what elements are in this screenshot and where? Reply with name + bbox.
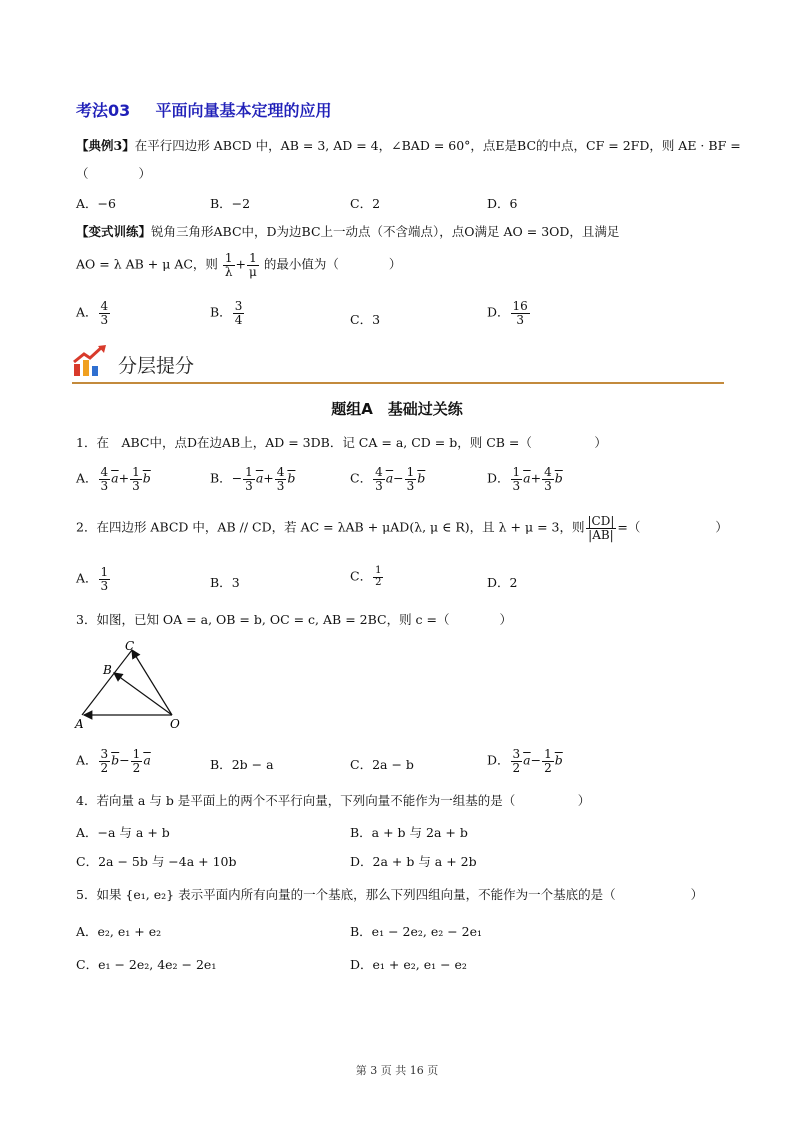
q1-stem: 1．在 ABC中，点D在边AB上，AD = 3DB．记 CA = a, CD = b，则 CB =（ ） (76, 435, 607, 450)
variant-option-c: C．3 (350, 312, 381, 327)
variant-line-2: AO = λ AB + μ AC，则 $\frac{1}{\lambda}$ + $\frac{1}{\mu}$ 的最小值为（ ） (76, 251, 402, 279)
q1-option-b: B．− $\frac{1}{3}$ $\overline{a}+$ $\frac{4}{3}$ $\overline{b}$ (210, 465, 296, 493)
variant-option-b: B． $\frac{3}{4}$ (210, 299, 243, 327)
q4-option-c: C．2a − 5b 与 −4a + 10b (76, 854, 237, 869)
segment-ac (82, 650, 132, 715)
q5-option-c: C．e₁ − 2e₂, 4e₂ − 2e₁ (76, 957, 217, 972)
example-text: 在平行四边形 ABCD 中，AB = 3, AD = 4，∠BAD = 60°，点E是BC的中点， (134, 138, 587, 153)
q2-option-a: A． $\frac{1}{3}$ (76, 565, 109, 593)
example-option-a: A．−6 (76, 196, 116, 211)
q4-option-d: D．2a + b 与 a + 2b (350, 854, 477, 869)
variant-frac-lambda: $\frac{1}{\lambda}$ (224, 251, 233, 279)
vector-ob (114, 673, 172, 715)
q3-option-d: D． $\frac{3}{2}$ $\overline{a}-$ $\frac{1}{2}$ $\overline{b}$ (487, 747, 563, 775)
q4-option-a: A．−a 与 a + b (76, 825, 170, 840)
q2-option-c: C． $\frac{1}{2}$ (350, 565, 382, 588)
q3-option-c: C．2a − b (350, 757, 414, 772)
q5-option-d: D．e₁ + e₂, e₁ − e₂ (350, 957, 467, 972)
example-option-d: D．6 (487, 196, 518, 211)
q1-option-d: D． $\frac{1}{3}$ $\overline{a}+$ $\frac{4}{3}$ $\overline{b}$ (487, 465, 563, 493)
q2-option-d: D．2 (487, 575, 518, 590)
variant-text: 锐角三角形ABC中，D为边BC上一动点（不含端点），点O满足 AO = 3OD，且满足 (151, 224, 620, 239)
variant-option-d: D． $\frac{16}{3}$ (487, 299, 528, 327)
q3-option-b: B．2b − a (210, 757, 274, 772)
growth-chart-icon (72, 344, 108, 378)
variant-option-a: A． $\frac{4}{3}$ (76, 299, 109, 327)
q4-stem: 4．若向量 a 与 b 是平面上的两个不平行向量，下列向量不能作为一组基的是（ ） (76, 793, 591, 808)
q1-option-a: A． $\frac{4}{3}$ $\overline{a}+$ $\frac{1}{3}$ $\overline{b}$ (76, 465, 151, 493)
label-o: O (170, 717, 180, 731)
q3-figure (72, 640, 192, 735)
banner-rule (72, 382, 724, 384)
q2-ratio-frac: $\frac{|CD|}{|AB|}$ (587, 514, 615, 542)
variant-frac-mu: $\frac{1}{\mu}$ (249, 251, 257, 279)
label-a: A (75, 717, 84, 731)
example-option-b: B．−2 (210, 196, 251, 211)
vector-oc (132, 650, 172, 715)
q2-stem: 2．在四边形 ABCD 中，AB // CD，若 AC = λAB + μAD(λ, μ ∈ R)，且 λ + μ = 3，则 $\frac{|CD|}{|AB|}$ =（ ） (76, 514, 728, 542)
q5-stem: 5．如果 {e₁, e₂} 表示平面内所有向量的一个基底，那么下列四组向量，不能作为一个基底的是（ ） (76, 887, 704, 902)
example-option-c: C．2 (350, 196, 381, 211)
label-c: C (125, 640, 135, 653)
q3-stem: 3．如图，已知 OA = a, OB = b, OC = c, AB = 2BC，则 c =（ ） (76, 612, 512, 627)
section-heading (76, 98, 331, 121)
variant-tag: 【变式训练】 (76, 224, 152, 239)
variant-ask: 的最小值为（ ） (263, 256, 402, 272)
group-title: 题组A 基础过关练 (331, 400, 463, 418)
q5-option-b: B．e₁ − 2e₂, e₂ − 2e₁ (350, 924, 483, 939)
q3-option-a: A． $\frac{3}{2}$ $\overline{b}-$ $\frac{1}{2}$ $\overline{a}$ (76, 747, 151, 775)
q2-option-b: B．3 (210, 575, 240, 590)
q4-option-b: B．a + b 与 2a + b (350, 825, 468, 840)
q5-option-a: A．e₂, e₁ + e₂ (76, 924, 162, 939)
example-3 (76, 136, 741, 154)
page-footer: 第 3 页 共 16 页 (355, 1064, 439, 1077)
q1-option-c: C． $\frac{4}{3}$ $\overline{a}-$ $\frac{1}{3}$ $\overline{b}$ (350, 465, 426, 493)
example-text-2: CF = 2FD，则 AE · BF = (586, 138, 741, 153)
section-code: 考法03 (76, 101, 131, 120)
section-title: 平面向量基本定理的应用 (155, 101, 332, 120)
variant-line-1 (76, 222, 619, 240)
banner-title: 分层提分 (118, 355, 195, 377)
variant-expr: AO = λ AB + μ AC，则 (76, 256, 218, 272)
example-tag: 【典例3】 (76, 138, 135, 153)
label-b: B (103, 663, 112, 677)
example-paren: （ ） (76, 166, 152, 181)
